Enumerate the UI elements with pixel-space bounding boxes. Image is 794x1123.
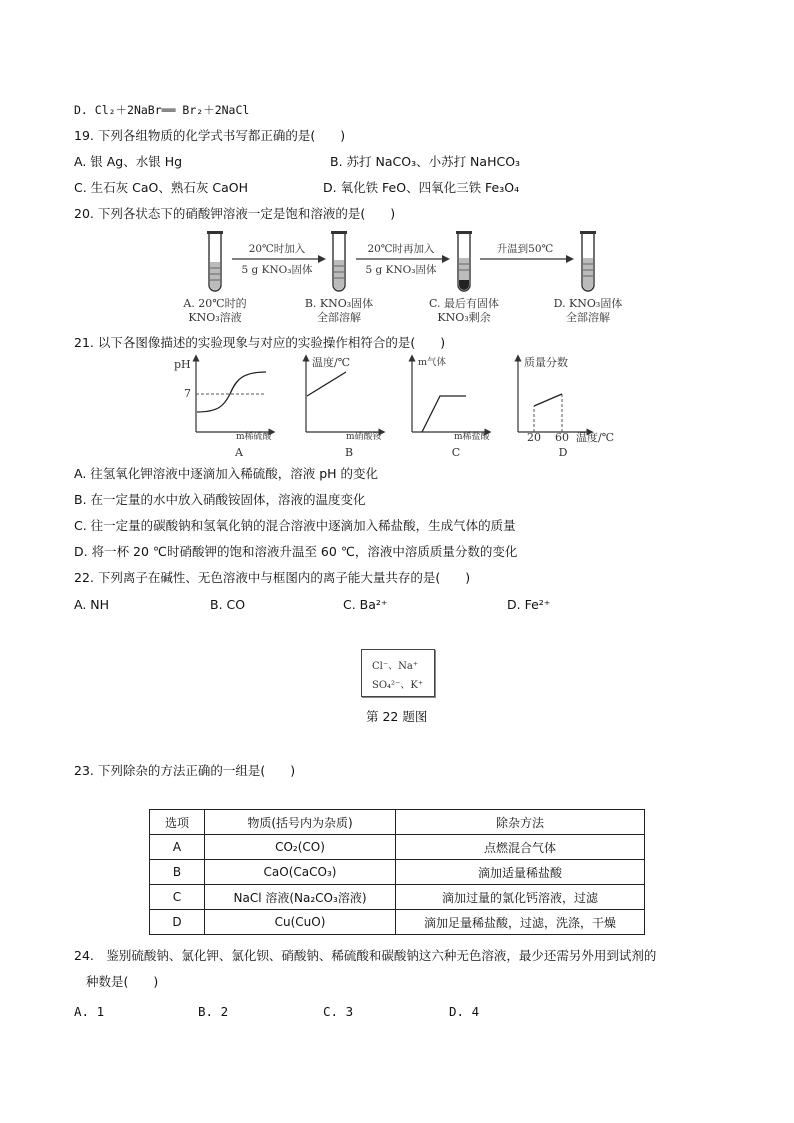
ion-box-line2: SO₄²⁻、K⁺ (372, 680, 424, 691)
table-header-cell: 选项 (150, 810, 205, 835)
q23-stem: 23. 下列除杂的方法正确的一组是( ) (74, 763, 296, 778)
graph-d-ylabel: 质量分数 (524, 356, 568, 369)
q22-ion-box (361, 649, 435, 697)
table-cell: NaCl 溶液(Na₂CO₃溶液) (205, 885, 396, 910)
graph-b-ylabel: 温度/℃ (312, 356, 351, 369)
tube-d-caption (540, 297, 636, 325)
graph-b-letter: B (344, 446, 354, 459)
table-header-cell: 物质(括号内为杂质) (205, 810, 396, 835)
q24-option-c: C. 3 (323, 1004, 354, 1019)
q21-option-c: C. 往一定量的碳酸钠和氢氧化钠的混合溶液中逐滴加入稀盐酸，生成气体的质量 (74, 518, 516, 533)
q22-stem: 22. 下列离子在碱性、无色溶液中与框图内的离子能大量共存的是( ) (74, 570, 471, 585)
table-cell: 滴加足量稀盐酸，过滤，洗涤，干燥 (396, 910, 645, 935)
graph-a-letter: A (235, 446, 243, 459)
q22-option-a: A. NH (74, 597, 110, 612)
q19-stem: 19. 下列各组物质的化学式书写都正确的是( ) (74, 128, 346, 143)
graph-a-ylabel: pH (174, 358, 191, 371)
table-cell: CaO(CaCO₃) (205, 860, 396, 885)
table-row (150, 885, 645, 910)
q22-option-b: B. CO (210, 597, 246, 612)
table-cell: C (150, 885, 205, 910)
graph-d-x1: 20 (527, 431, 541, 444)
tube-a-caption-line1: A. 20℃时的 (183, 297, 247, 310)
table-cell: A (150, 835, 205, 860)
arrow-2-bottom-label: 5 g KNO₃固体 (365, 264, 437, 276)
tube-b-caption (294, 297, 384, 325)
q24-stem-line2: 种数是( ) (86, 974, 159, 989)
arrow-3-top-label: 升温到50℃ (496, 243, 554, 255)
q20-stem: 20. 下列各状态下的硝酸钾溶液一定是饱和溶液的是( ) (74, 206, 396, 221)
tube-a-caption (170, 297, 260, 325)
q22-figure-caption: 第 22 题图 (366, 709, 428, 724)
tube-b-caption-line2: 全部溶解 (317, 311, 361, 324)
graph-c-xlabel: m稀盐酸 (454, 432, 490, 442)
arrow-1-top-label: 20℃时加入 (248, 243, 306, 255)
q24-stem-line1: 24. 鉴别硫酸钠、氯化钾、氯化钡、硝酸钠、稀硫酸和碳酸钠这六种无色溶液，最少还需另外用到试剂的 (74, 948, 657, 963)
table-cell: Cu(CuO) (205, 910, 396, 935)
table-row (150, 860, 645, 885)
table-cell: 点燃混合气体 (396, 835, 645, 860)
test-tube-d (580, 231, 596, 291)
table-row (150, 835, 645, 860)
q21-option-d: D. 将一杯 20 ℃时硝酸钾的饱和溶液升温至 60 ℃，溶液中溶质质量分数的变化 (74, 544, 518, 559)
tube-c-caption-line1: C. 最后有固体 (428, 297, 500, 310)
tube-a-caption-line2: KNO₃溶液 (188, 311, 242, 324)
q24-option-b: B. 2 (198, 1004, 229, 1019)
graph-d-xlabel: 温度/℃ (576, 431, 615, 444)
q21-stem: 21. 以下各图像描述的实验现象与对应的实验操作相符合的是( ) (74, 335, 446, 350)
graph-b-xlabel: m硝酸铵 (346, 432, 382, 442)
q21-option-b: B. 在一定量的水中放入硝酸铵固体，溶液的温度变化 (74, 492, 366, 507)
q19-option-d: D. 氧化铁 FeO、四氧化三铁 Fe₃O₄ (323, 180, 520, 195)
q18-option-d: D. Cl₂＋2NaBr══ Br₂＋2NaCl (74, 103, 250, 117)
q22-option-c: C. Ba²⁺ (343, 597, 388, 612)
tube-c-caption-line2: KNO₃剩余 (437, 311, 491, 324)
graph-a-ref-label: 7 (184, 387, 191, 400)
table-cell: CO₂(CO) (205, 835, 396, 860)
arrow-1-bottom-label: 5 g KNO₃固体 (241, 264, 313, 276)
ion-box-line1: Cl⁻、Na⁺ (372, 661, 419, 672)
tube-b-caption-line1: B. KNO₃固体 (304, 297, 374, 310)
graph-c-ylabel: m气体 (418, 357, 447, 368)
table-cell: 滴加过量的氯化钙溶液，过滤 (396, 885, 645, 910)
q23-table (149, 809, 645, 935)
q19-option-b: B. 苏打 NaCO₃、小苏打 NaHCO₃ (330, 154, 521, 169)
test-tube-c (456, 231, 472, 291)
q20-tubes-drawing (0, 0, 794, 340)
graph-d-letter: D (558, 446, 568, 459)
table-cell: B (150, 860, 205, 885)
q21-option-a: A. 往氢氧化钾溶液中逐滴加入稀硫酸，溶液 pH 的变化 (74, 466, 379, 481)
table-header-cell: 除杂方法 (396, 810, 645, 835)
test-tube-a (207, 231, 223, 291)
graph-d-x2: 60 (555, 431, 569, 444)
q22-option-d: D. Fe²⁺ (507, 597, 551, 612)
graph-a-xlabel: m稀硫酸 (236, 432, 272, 442)
table-cell: 滴加适量稀盐酸 (396, 860, 645, 885)
table-header-row (150, 810, 645, 835)
q24-option-d: D. 4 (449, 1004, 480, 1019)
table-cell: D (150, 910, 205, 935)
q21-graphs-drawing (0, 350, 794, 460)
q19-option-c: C. 生石灰 CaO、熟石灰 CaOH (74, 180, 248, 195)
test-tube-b (331, 231, 347, 291)
tube-d-caption-line1: D. KNO₃固体 (553, 297, 623, 310)
arrow-2-top-label: 20℃时再加入 (367, 243, 435, 255)
tube-d-caption-line2: 全部溶解 (566, 311, 610, 324)
q24-option-a: A. 1 (74, 1004, 105, 1019)
graph-c-letter: C (451, 446, 461, 459)
graph-a (196, 358, 272, 432)
q19-option-a: A. 银 Ag、水银 Hg (74, 154, 183, 169)
table-row (150, 910, 645, 935)
tube-c-caption (414, 297, 514, 325)
